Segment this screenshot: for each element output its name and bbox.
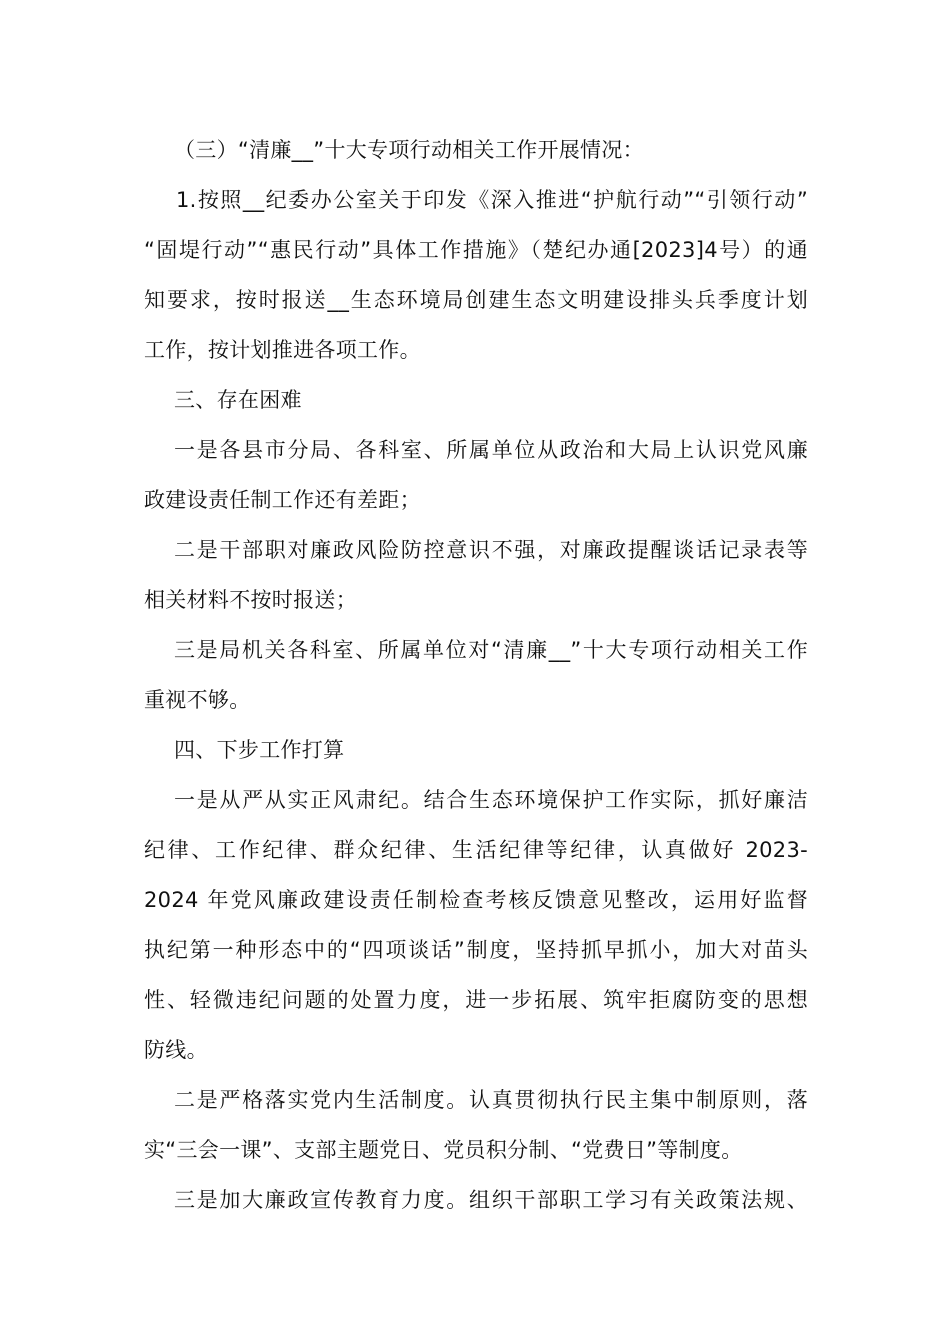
section-subheading: （三）“清廉__”十大专项行动相关工作开展情况： [174,138,644,162]
paragraph-line: 一是从严从实正风肃纪。结合生态环境保护工作实际，抓好廉洁 [174,788,808,812]
paragraph-line: 防线。 [144,1038,208,1062]
paragraph-line: 三是局机关各科室、所属单位对“清廉__”十大专项行动相关工作 [174,638,808,662]
paragraph-line: 知要求，按时报送__生态环境局创建生态文明建设排头兵季度计划 [144,288,808,312]
paragraph-line: 二是严格落实党内生活制度。认真贯彻执行民主集中制原则，落 [174,1088,808,1112]
paragraph-line: 1.按照__纪委办公室关于印发《深入推进“护航行动”“引领行动” [176,188,808,212]
paragraph-line: 纪律、工作纪律、群众纪律、生活纪律等纪律，认真做好 2023- [144,838,808,862]
paragraph-line: 一是各县市分局、各科室、所属单位从政治和大局上认识党风廉 [174,438,808,462]
paragraph-line: “固堤行动”“惠民行动”具体工作措施》（楚纪办通[2023]4号）的通 [144,238,808,262]
section-heading: 三、存在困难 [174,388,302,412]
paragraph-line: 2024 年党风廉政建设责任制检查考核反馈意见整改，运用好监督 [144,888,808,912]
paragraph-line: 执纪第一种形态中的“四项谈话”制度，坚持抓早抓小，加大对苗头 [144,938,808,962]
paragraph-line: 相关材料不按时报送； [144,588,357,612]
paragraph-line: 二是干部职对廉政风险防控意识不强，对廉政提醒谈话记录表等 [174,538,808,562]
section-heading: 四、下步工作打算 [174,738,345,762]
paragraph-line: 政建设责任制工作还有差距； [144,488,421,512]
paragraph-line: 实“三会一课”、支部主题党日、党员积分制、“党费日”等制度。 [144,1138,743,1162]
paragraph-line: 重视不够。 [144,688,251,712]
paragraph-line: 三是加大廉政宣传教育力度。组织干部职工学习有关政策法规、 [174,1188,808,1212]
paragraph-line: 工作，按计划推进各项工作。 [144,338,421,362]
paragraph-line: 性、轻微违纪问题的处置力度，进一步拓展、筑牢拒腐防变的思想 [144,988,808,1012]
